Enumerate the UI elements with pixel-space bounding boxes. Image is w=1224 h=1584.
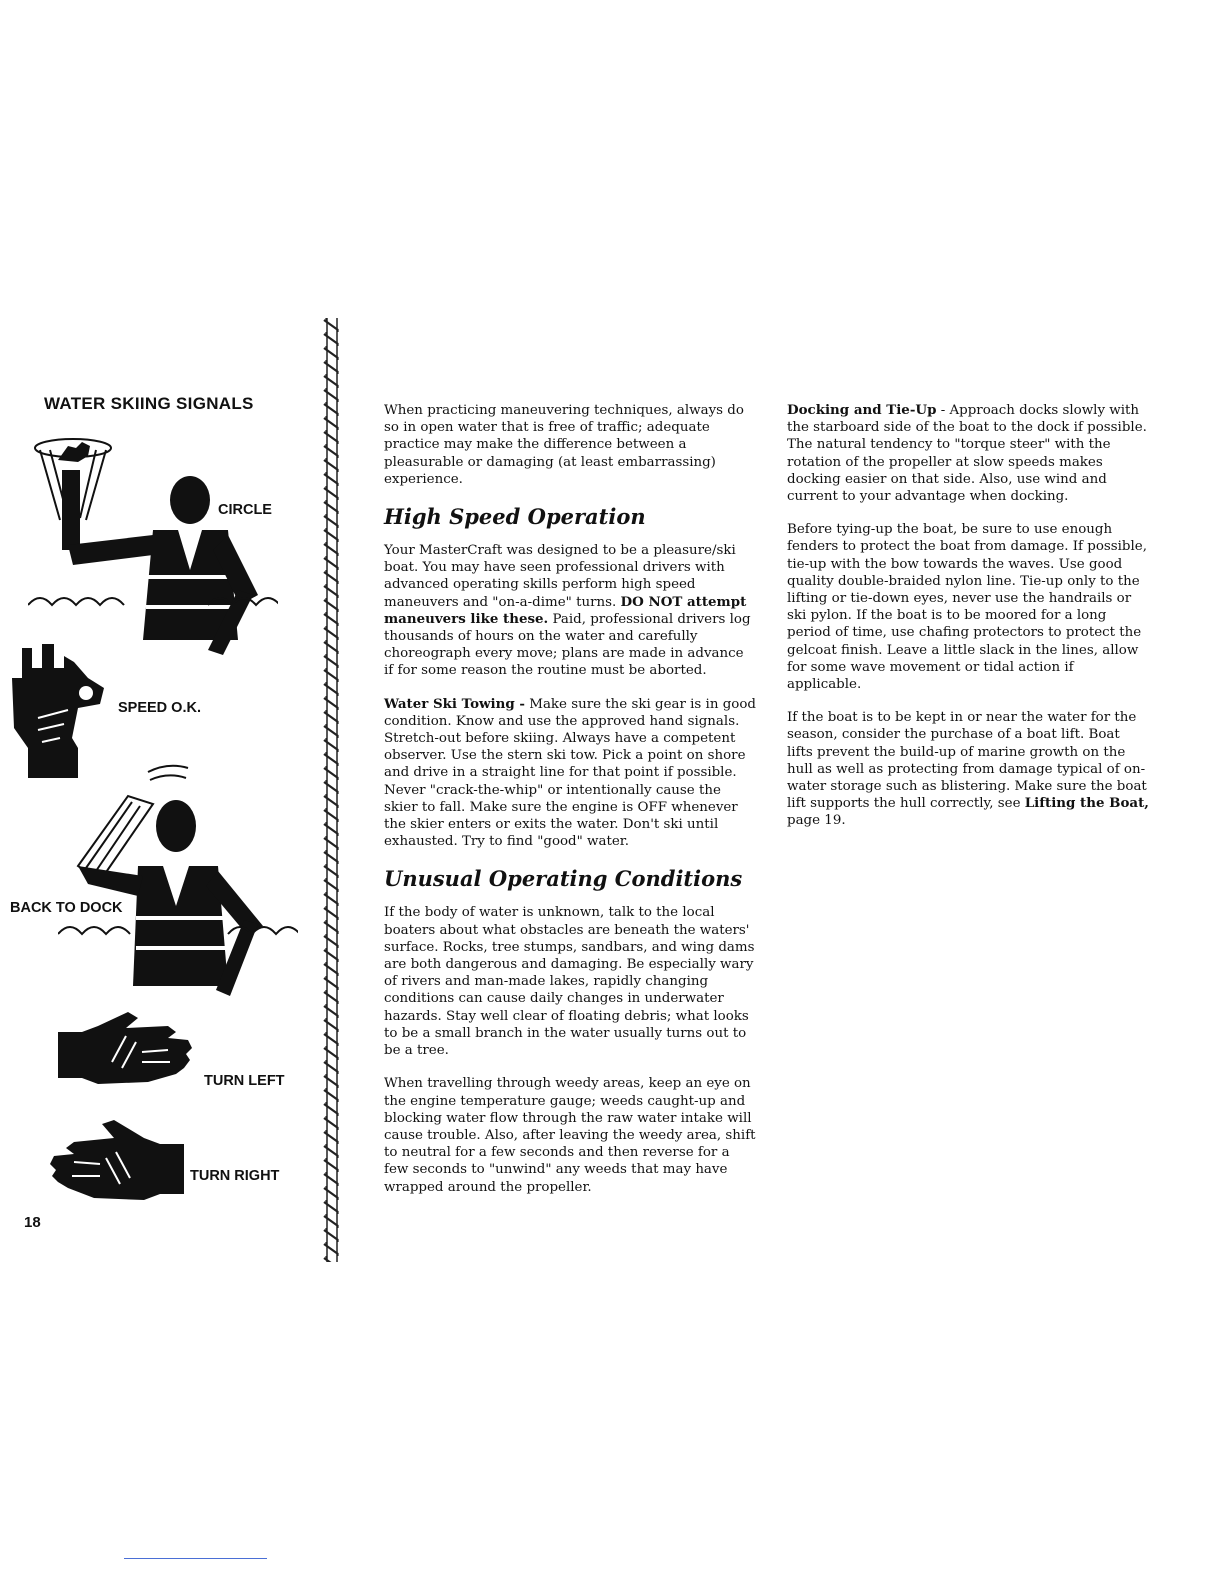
speed-ok-label: SPEED O.K. [118, 700, 201, 716]
unusual-paragraph-2: When travelling through weedy areas, keep an eye on the engine temperature gauge; weeds caught-up and blocking water flow through the raw water intake will cause trouble. Also, after leaving the weedy area, shift to neutral for a few seconds and then reverse for a few seconds to "unwind" any weeds that may have wrapped around the propeller. [384, 1076, 756, 1195]
unusual-paragraph-1: If the body of water is unknown, talk to the local boaters about what obstacles are beneath the waters' surface. Rocks, tree stumps, sandbars, and wing dams are both dangerous and damaging. Be especially wary of rivers and man-made lakes, rapidly changing conditions can cause daily changes in underwater hazards. Stay well clear of floating debris; what looks to be a small branch in the water usually turns out to be a tree. [384, 905, 755, 1059]
back-to-dock-figure [58, 756, 298, 1004]
docking-label: Docking and Tie-Up [787, 402, 937, 418]
turn-right-hand-figure [34, 1118, 184, 1206]
high-speed-heading: High Speed Operation [384, 504, 646, 530]
ski-towing-label: Water Ski Towing - [384, 695, 525, 712]
high-speed-text-rest: Paid, professional drivers log thousands of hours on the water and carefully choreograph every move; plans are made in advance if for some reason the routine must be aborted. [384, 611, 751, 679]
text-column-1 [384, 402, 756, 1212]
docking-text: - Approach docks slowly with the starboard side of the boat to the dock if possible. The natural tendency to "torque steer" with the rotation of the propeller at slow speeds makes docking easier on that side. Also, use wind and current to your advantage when docking. [787, 403, 1147, 505]
left-arm [78, 866, 143, 896]
shoulder-arm [68, 535, 153, 565]
flat-hand-right [50, 1120, 184, 1200]
high-speed-text: Your MasterCraft was designed to be a pleasure/ski boat. You may have seen professional drivers with advanced operating skills perform high speed maneuvers and "on-a-dime" turns. [384, 543, 736, 610]
head [156, 800, 196, 852]
bottom-rule [124, 1558, 267, 1559]
intro-paragraph: When practicing maneuvering techniques, always do so in open water that is free of traffic; adequate practice may make the difference between a pleasurable or damaging (at least embarrassing) experience. [384, 403, 744, 487]
high-speed-warning: DO NOT attempt maneuvers like these. [384, 593, 747, 627]
raised-arm [62, 470, 80, 550]
motion-lines [148, 766, 188, 780]
flat-hand-left [58, 1012, 192, 1084]
boat-lift-text: If the boat is to be kept in or near the water for the season, consider the purchase of a boat lift. Boat lifts prevent the build-up of marine growth on the hull as well as protecting from damage typical of on-water storage such as blistering. Make sure the boat lift supports the hull correctly, see [787, 710, 1147, 812]
spiral-binding [320, 318, 344, 1262]
unusual-conditions-heading: Unusual Operating Conditions [384, 866, 743, 892]
head [170, 476, 210, 524]
circle-label: CIRCLE [218, 502, 272, 518]
turn-left-hand-figure [58, 1012, 208, 1092]
turn-right-label: TURN RIGHT [190, 1168, 280, 1184]
page-number: 18 [24, 1214, 41, 1231]
back-to-dock-label: BACK TO DOCK [10, 900, 123, 916]
docking-paragraph [787, 402, 1149, 505]
high-speed-paragraph [384, 542, 756, 680]
boat-lift-paragraph [787, 709, 1149, 829]
text-column-2 [787, 402, 1149, 846]
signals-title: WATER SKIING SIGNALS [44, 394, 254, 413]
lifting-boat-reference: Lifting the Boat, [1024, 795, 1149, 812]
raised-hand [58, 442, 90, 462]
ski-towing-text: Make sure the ski gear is in good condition. Know and use the approved hand signals. Stretch-out before skiing. Always have a competent observer. Use the stern ski tow. Pick a point on shore and drive in a straight line for that point if possible. Never "crack-the-whip" or intentionally cause the skier to fall. Make sure the engine is OFF whenever the skier enters or exits the water. Don't ski until exhausted. Try to find "good" water. [384, 696, 756, 850]
ski-towing-paragraph [384, 696, 756, 851]
tie-up-paragraph: Before tying-up the boat, be sure to use enough fenders to protect the boat from damage. If possible, tie-up with the bow towards the waves. Use good quality double-braided nylon line. Tie-up only to the lifting or tie-down eyes, never use the handrails or ski pylon. If the boat is to be moored for a long period of time, use chafing protectors to protect the gelcoat finish. Leave a little slack in the lines, allow for some wave movement or tidal action if applicable. [787, 522, 1147, 693]
turn-left-label: TURN LEFT [204, 1073, 285, 1089]
page-reference: page 19. [787, 813, 846, 829]
